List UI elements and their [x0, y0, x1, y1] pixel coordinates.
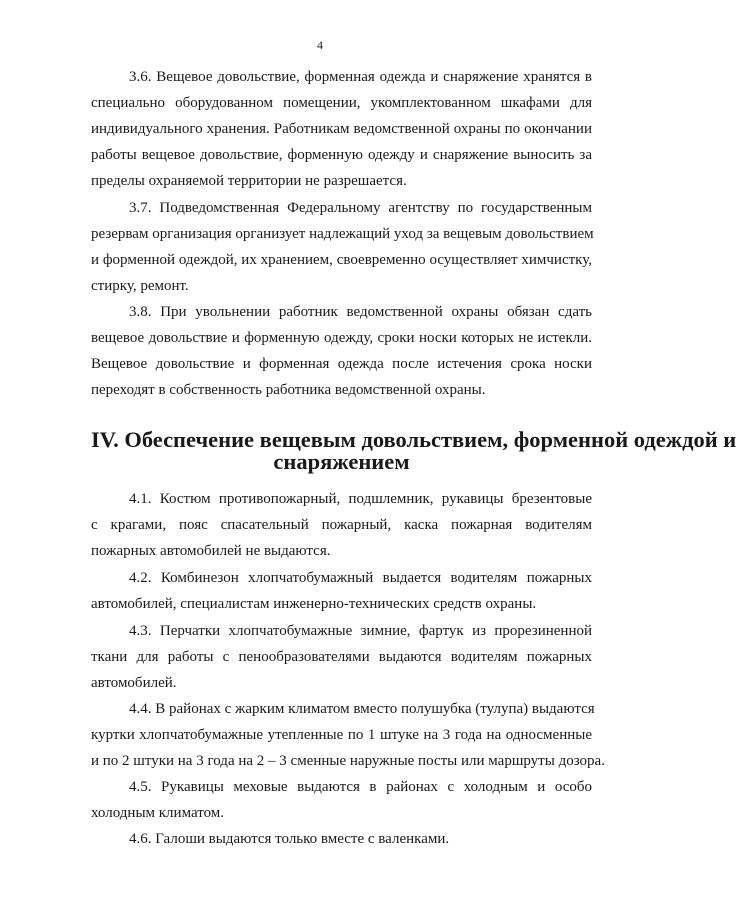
text-line: Вещевое довольствие и форменная одежда после истечения срока носки — [91, 356, 592, 372]
text-line: 4.1. Костюм противопожарный, подшлемник, рукавицы брезентовые — [129, 491, 592, 507]
text-line: пожарных автомобилей не выдаются. — [91, 543, 331, 559]
text-line: вещевое довольствие и форменную одежду, сроки носки которых не истекли. — [91, 330, 592, 346]
text-line: с крагами, пояс спасательный пожарный, каска пожарная водителям — [91, 517, 592, 533]
paragraph-4-6 — [91, 826, 592, 852]
text-line: стирку, ремонт. — [91, 278, 189, 294]
text-line: и форменной одеждой, их хранением, своевременно осуществляет химчистку, — [91, 252, 592, 268]
page-number: 4 — [317, 38, 323, 52]
text-line: 4.6. Галоши выдаются только вместе с валенками. — [129, 831, 450, 847]
text-line: 4.4. В районах с жарким климатом вместо полушубка (тулупа) выдаются — [129, 701, 595, 717]
text-line: работы вещевое довольствие, форменную одежду и снаряжение выносить за — [91, 147, 592, 163]
paragraph-4-1 — [91, 486, 592, 564]
paragraph-3-7 — [91, 195, 592, 299]
text-line: 3.8. При увольнении работник ведомственной охраны обязан сдать — [129, 304, 592, 320]
text-line: автомобилей, специалистам инженерно-технических средств охраны. — [91, 596, 537, 612]
paragraph-4-2 — [91, 565, 592, 617]
text-line: пределы охраняемой территории не разрешается. — [91, 173, 407, 189]
paragraph-3-6 — [91, 64, 592, 194]
heading-line: IV. Обеспечение вещевым довольствием, форменной одеждой и — [91, 427, 736, 452]
text-line: 3.6. Вещевое довольствие, форменная одежда и снаряжение хранятся в — [129, 69, 592, 85]
text-line: переходят в собственность работника ведомственной охраны. — [91, 382, 486, 398]
paragraph-4-5 — [91, 774, 592, 826]
text-line: 3.7. Подведомственная Федеральному агентству по государственным — [129, 200, 592, 216]
text-line: ткани для работы с пенообразователями выдаются водителям пожарных — [91, 649, 592, 665]
paragraph-4-4 — [91, 696, 605, 774]
paragraph-4-3 — [91, 618, 592, 696]
text-line: резервам организация организует надлежащий уход за вещевым довольствием — [91, 226, 594, 242]
text-line: 4.3. Перчатки хлопчатобумажные зимние, фартук из прорезиненной — [129, 623, 592, 639]
text-line: куртки хлопчатобумажные утепленные по 1 штуке на 3 года на односменные — [91, 727, 592, 743]
heading-line: снаряжением — [273, 449, 410, 474]
text-line: 4.5. Рукавицы меховые выдаются в районах с холодным и особо — [129, 779, 592, 795]
paragraph-3-8 — [91, 299, 592, 403]
text-line: холодным климатом. — [91, 805, 225, 821]
section-heading — [91, 427, 736, 474]
text-line: автомобилей. — [91, 675, 177, 691]
text-line: 4.2. Комбинезон хлопчатобумажный выдается водителям пожарных — [129, 570, 592, 586]
text-line: и по 2 штуки на 3 года на 2 – 3 сменные наружные посты или маршруты дозора. — [91, 753, 605, 769]
text-line: специально оборудованном помещении, укомплектованном шкафами для — [91, 95, 592, 111]
text-line: индивидуального хранения. Работникам ведомственной охраны по окончании — [91, 121, 592, 137]
